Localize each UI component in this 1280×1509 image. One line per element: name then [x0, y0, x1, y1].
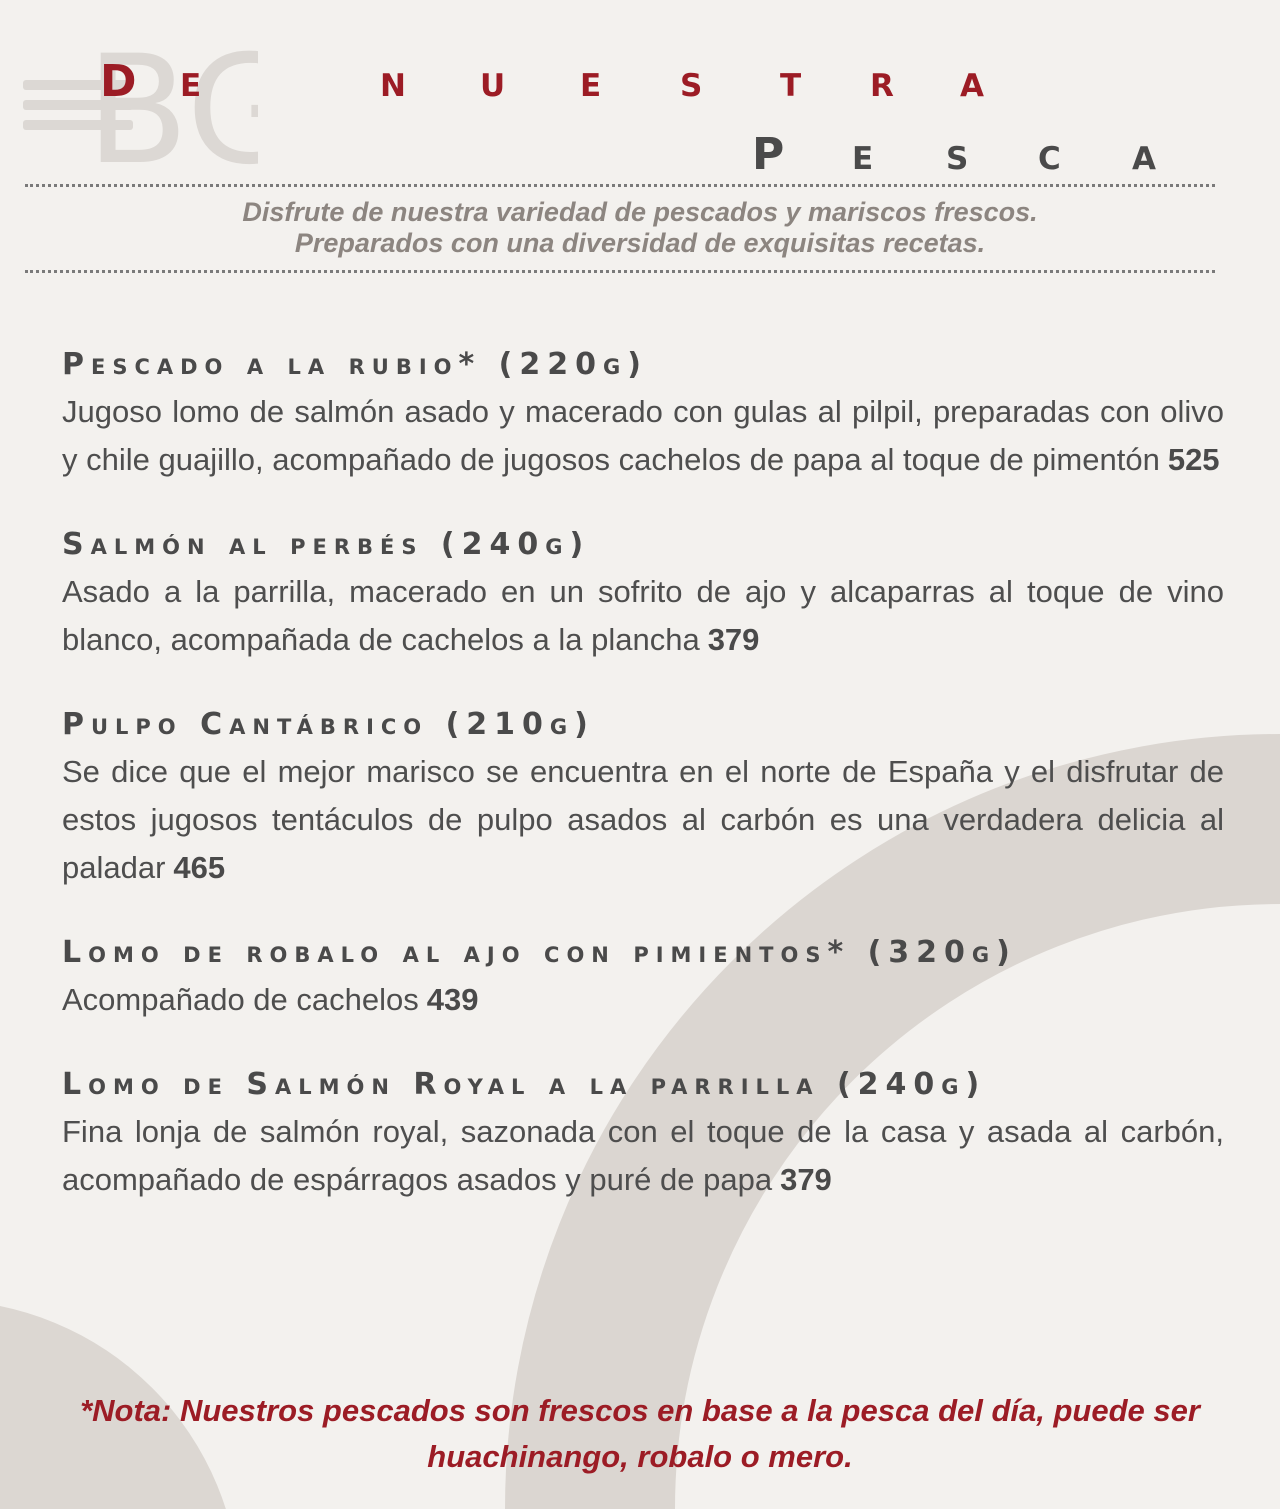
dish-price: 379: [707, 622, 760, 657]
dish-list: [62, 342, 1224, 1242]
footnote-line-2: huachinango, robalo o mero.: [427, 1439, 853, 1474]
dish-item: [62, 522, 1224, 664]
footnote-line-1: *Nota: Nuestros pescados son frescos en base a la pesca del día, puede ser: [80, 1393, 1200, 1428]
dish-description-text: Se dice que el mejor marisco se encuentra en el norte de España y el disfrutar de estos jugosos tentáculos de pulpo asados al carbón es una verdadera delicia al paladar: [62, 754, 1224, 885]
title-letter: e: [580, 56, 602, 107]
title-letter: s: [946, 129, 969, 180]
intro-line-1: Disfrute de nuestra variedad de pescados y mariscos frescos.: [242, 197, 1038, 227]
section-title-line2: [0, 125, 1280, 185]
dish-description-text: Jugoso lomo de salmón asado y macerado con gulas al pilpil, preparadas con olivo y chile guajillo, acompañado de jugosos cachelos de papa al toque de pimentón: [62, 394, 1224, 477]
dish-title: Salmón al perbés (240g): [62, 527, 591, 562]
dish-description-text: Fina lonja de salmón royal, sazonada con el toque de la casa y asada al carbón, acompañado de espárragos asados y puré de papa: [62, 1114, 1224, 1197]
dish-description: [62, 748, 1224, 892]
intro-text: [140, 197, 1140, 259]
dish-price: 439: [426, 982, 479, 1017]
dish-price: 379: [780, 1162, 832, 1197]
title-letter: c: [1038, 129, 1061, 180]
dish-description-text: Acompañado de cachelos: [62, 982, 419, 1017]
title-letter: t: [780, 56, 802, 107]
title-letter: a: [960, 56, 984, 107]
dish-price: 465: [173, 850, 226, 885]
section-title-line1: [0, 52, 1280, 112]
dish-description: [62, 976, 1224, 1024]
dotted-divider-bottom: [25, 270, 1215, 273]
dish-description: [62, 568, 1224, 664]
dish-item: [62, 930, 1224, 1024]
dish-description: [62, 1108, 1224, 1204]
dish-item: [62, 702, 1224, 892]
title-letter: D: [100, 56, 137, 107]
dish-title: Lomo de Salmón Royal a la parrilla (240g): [62, 1067, 987, 1102]
title-letter: n: [380, 56, 406, 107]
title-letter: a: [1132, 129, 1156, 180]
title-letter: P: [752, 129, 785, 180]
dish-title: Pulpo Cantábrico (210g): [62, 707, 595, 742]
dish-title: Pescado a la rubio* (220g): [62, 347, 648, 382]
title-letter: e: [180, 56, 202, 107]
dish-description-text: Asado a la parrilla, macerado en un sofrito de ajo y alcaparras al toque de vino blanco, acompañada de cachelos a la plancha: [62, 574, 1224, 657]
dish-price: 525: [1167, 442, 1220, 477]
title-letter: u: [480, 56, 506, 107]
title-letter: e: [852, 129, 874, 180]
dish-description: [62, 388, 1224, 484]
dish-item: [62, 1062, 1224, 1204]
dish-item: [62, 342, 1224, 484]
footnote: [60, 1388, 1220, 1480]
dish-title: Lomo de robalo al ajo con pimientos* (320g): [62, 935, 1017, 970]
dotted-divider-top: [25, 184, 1215, 187]
intro-line-2: Preparados con una diversidad de exquisitas recetas.: [294, 228, 986, 258]
title-letter: r: [870, 56, 894, 107]
logo-letters: BG: [86, 30, 258, 180]
title-letter: s: [680, 56, 703, 107]
